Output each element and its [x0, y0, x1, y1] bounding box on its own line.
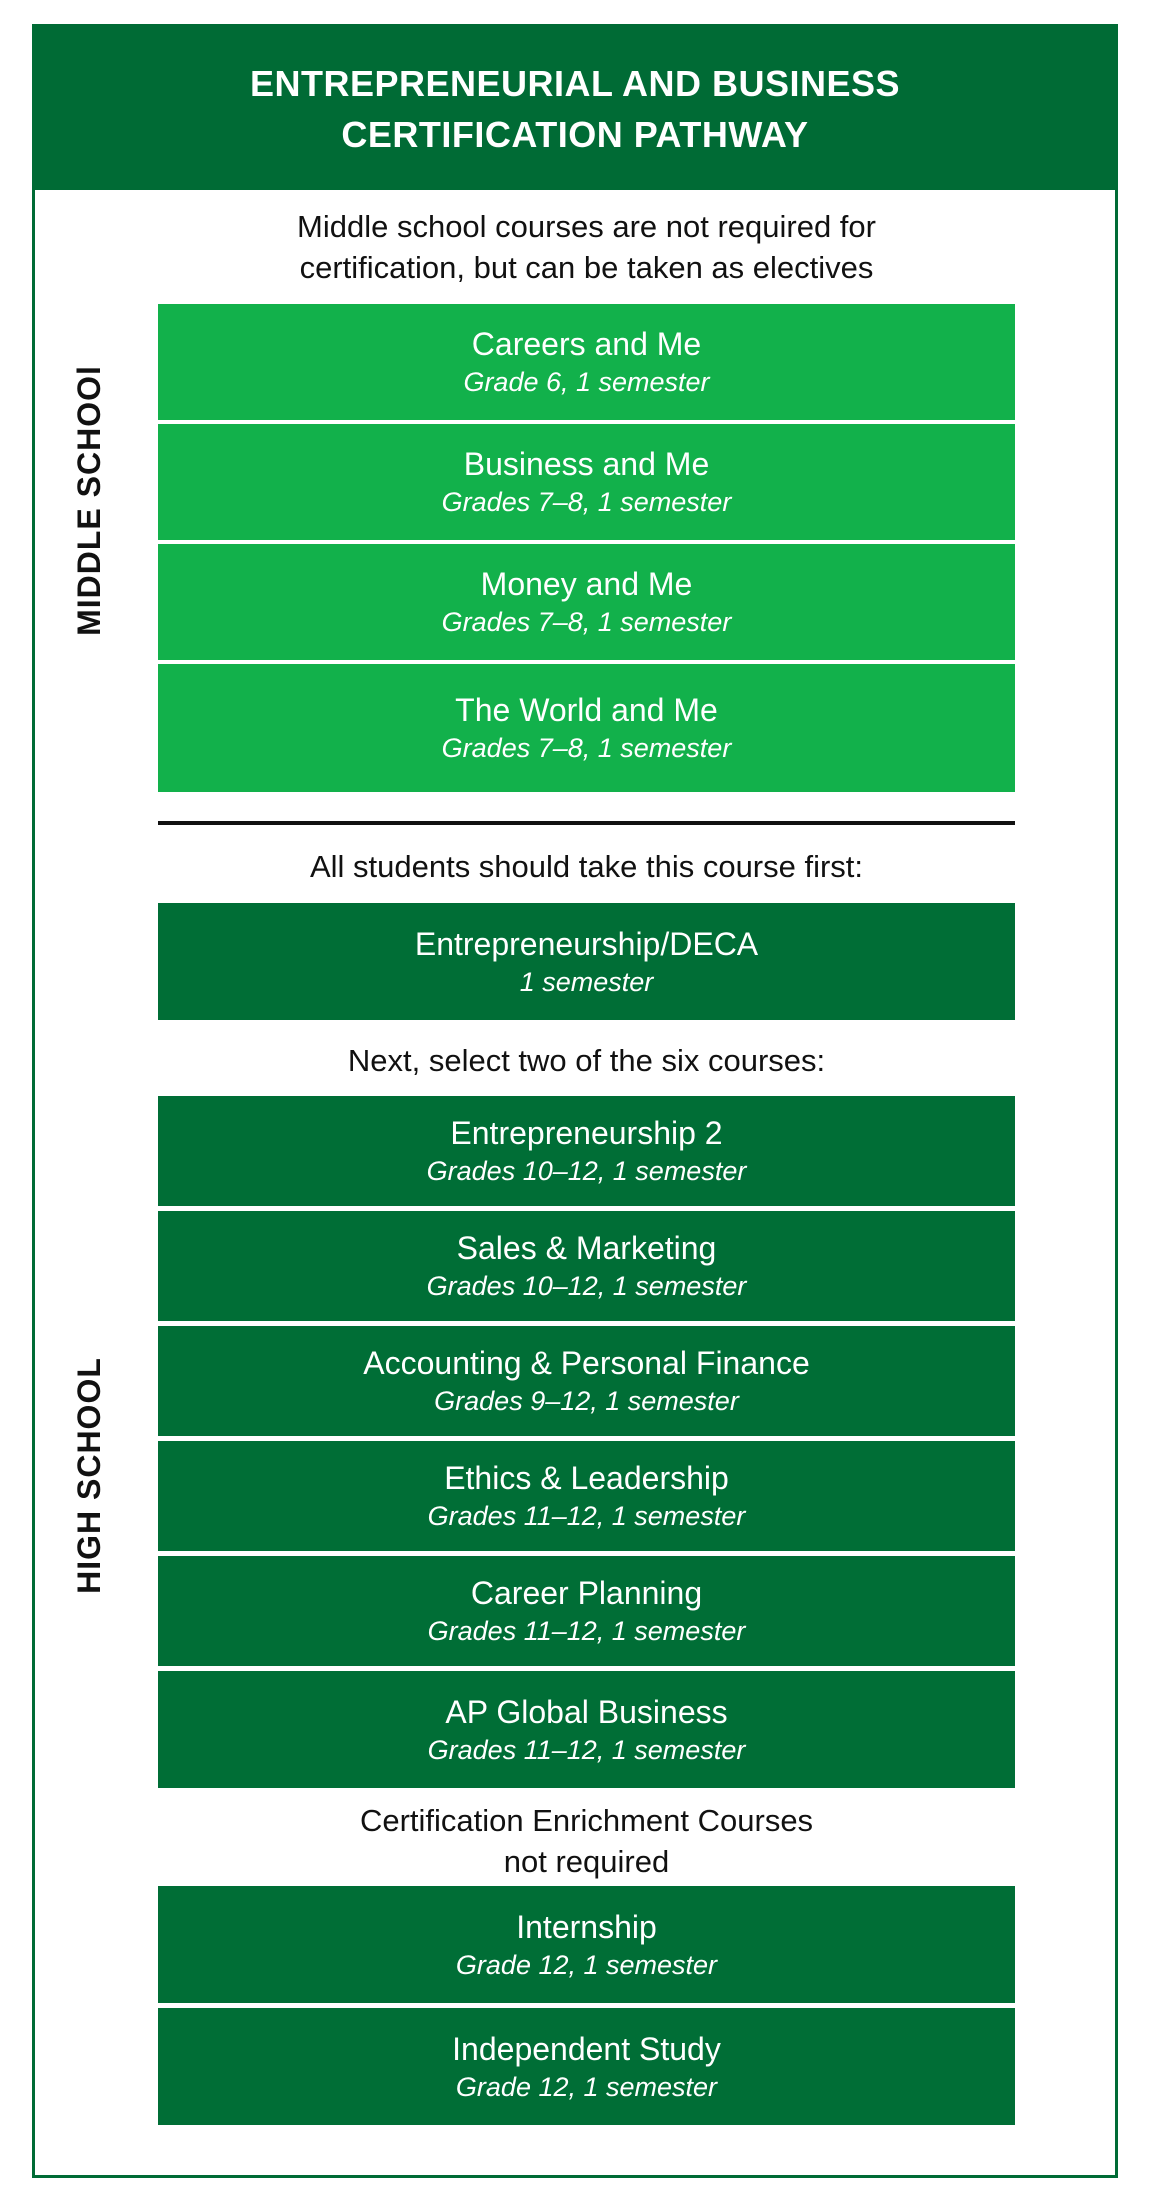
course-title: Career Planning — [470, 1575, 703, 1611]
course-title: Accounting & Personal Finance — [363, 1345, 810, 1381]
course-title: AP Global Business — [445, 1693, 728, 1730]
course-ap-global-business — [158, 1671, 1015, 1788]
course-career-planning — [158, 1556, 1015, 1666]
course-title: The World and Me — [455, 692, 718, 728]
select-courses-note: Next, select two of the six courses: — [347, 1043, 826, 1078]
section-divider — [158, 821, 1015, 825]
pathway-header — [35, 27, 1115, 190]
course-independent-study — [158, 2008, 1015, 2125]
course-careers-and-me — [158, 304, 1015, 420]
course-detail: Grades 7–8, 1 semester — [441, 607, 732, 637]
first-course-note: All students should take this course first: — [309, 849, 864, 884]
course-title: Entrepreneurship 2 — [450, 1115, 723, 1151]
course-entrepreneurship-2 — [158, 1096, 1015, 1206]
course-title: Sales & Marketing — [456, 1230, 717, 1266]
course-internship — [158, 1886, 1015, 2003]
course-detail: Grades 9–12, 1 semester — [434, 1386, 739, 1416]
course-detail: Grades 7–8, 1 semester — [441, 487, 732, 517]
enrichment-note: Certification Enrichment Courses not required — [359, 1803, 814, 1879]
course-detail: Grade 12, 1 semester — [455, 1949, 718, 1980]
course-sales-marketing — [158, 1211, 1015, 1321]
course-detail: Grades 7–8, 1 semester — [441, 733, 732, 763]
course-title: Careers and Me — [471, 326, 702, 362]
course-business-and-me — [158, 424, 1015, 540]
course-title: Entrepreneurship/DECA — [414, 925, 759, 962]
course-entrepreneurship-deca — [158, 903, 1015, 1020]
course-detail: Grades 11–12, 1 semester — [427, 1734, 746, 1765]
header-title-line-2: CERTIFICATION PATHWAY — [341, 113, 809, 155]
course-title: Internship — [516, 1908, 657, 1945]
course-the-world-and-me — [158, 664, 1015, 792]
course-detail: Grade 6, 1 semester — [463, 367, 710, 397]
course-title: Independent Study — [452, 2030, 721, 2067]
header-title-line-1: ENTREPRENEURIAL AND BUSINESS — [249, 62, 901, 104]
course-ethics-leadership — [158, 1441, 1015, 1551]
course-detail: Grades 11–12, 1 semester — [427, 1501, 746, 1531]
course-money-and-me — [158, 544, 1015, 660]
middle-school-note: Middle school courses are not required for certification, but can be taken as electives — [297, 209, 876, 285]
course-detail: Grades 10–12, 1 semester — [426, 1271, 747, 1301]
course-detail: 1 semester — [519, 966, 654, 997]
course-title: Business and Me — [463, 446, 710, 482]
course-detail: Grades 11–12, 1 semester — [427, 1616, 746, 1646]
course-detail: Grade 12, 1 semester — [455, 2071, 718, 2102]
course-title: Ethics & Leadership — [444, 1460, 729, 1496]
course-accounting-personal-finance — [158, 1326, 1015, 1436]
course-title: Money and Me — [480, 566, 693, 602]
course-detail: Grades 10–12, 1 semester — [426, 1156, 747, 1186]
middle-school-label: MIDDLE SCHOOl — [70, 364, 107, 636]
high-school-label: HIGH SCHOOL — [70, 1356, 107, 1594]
